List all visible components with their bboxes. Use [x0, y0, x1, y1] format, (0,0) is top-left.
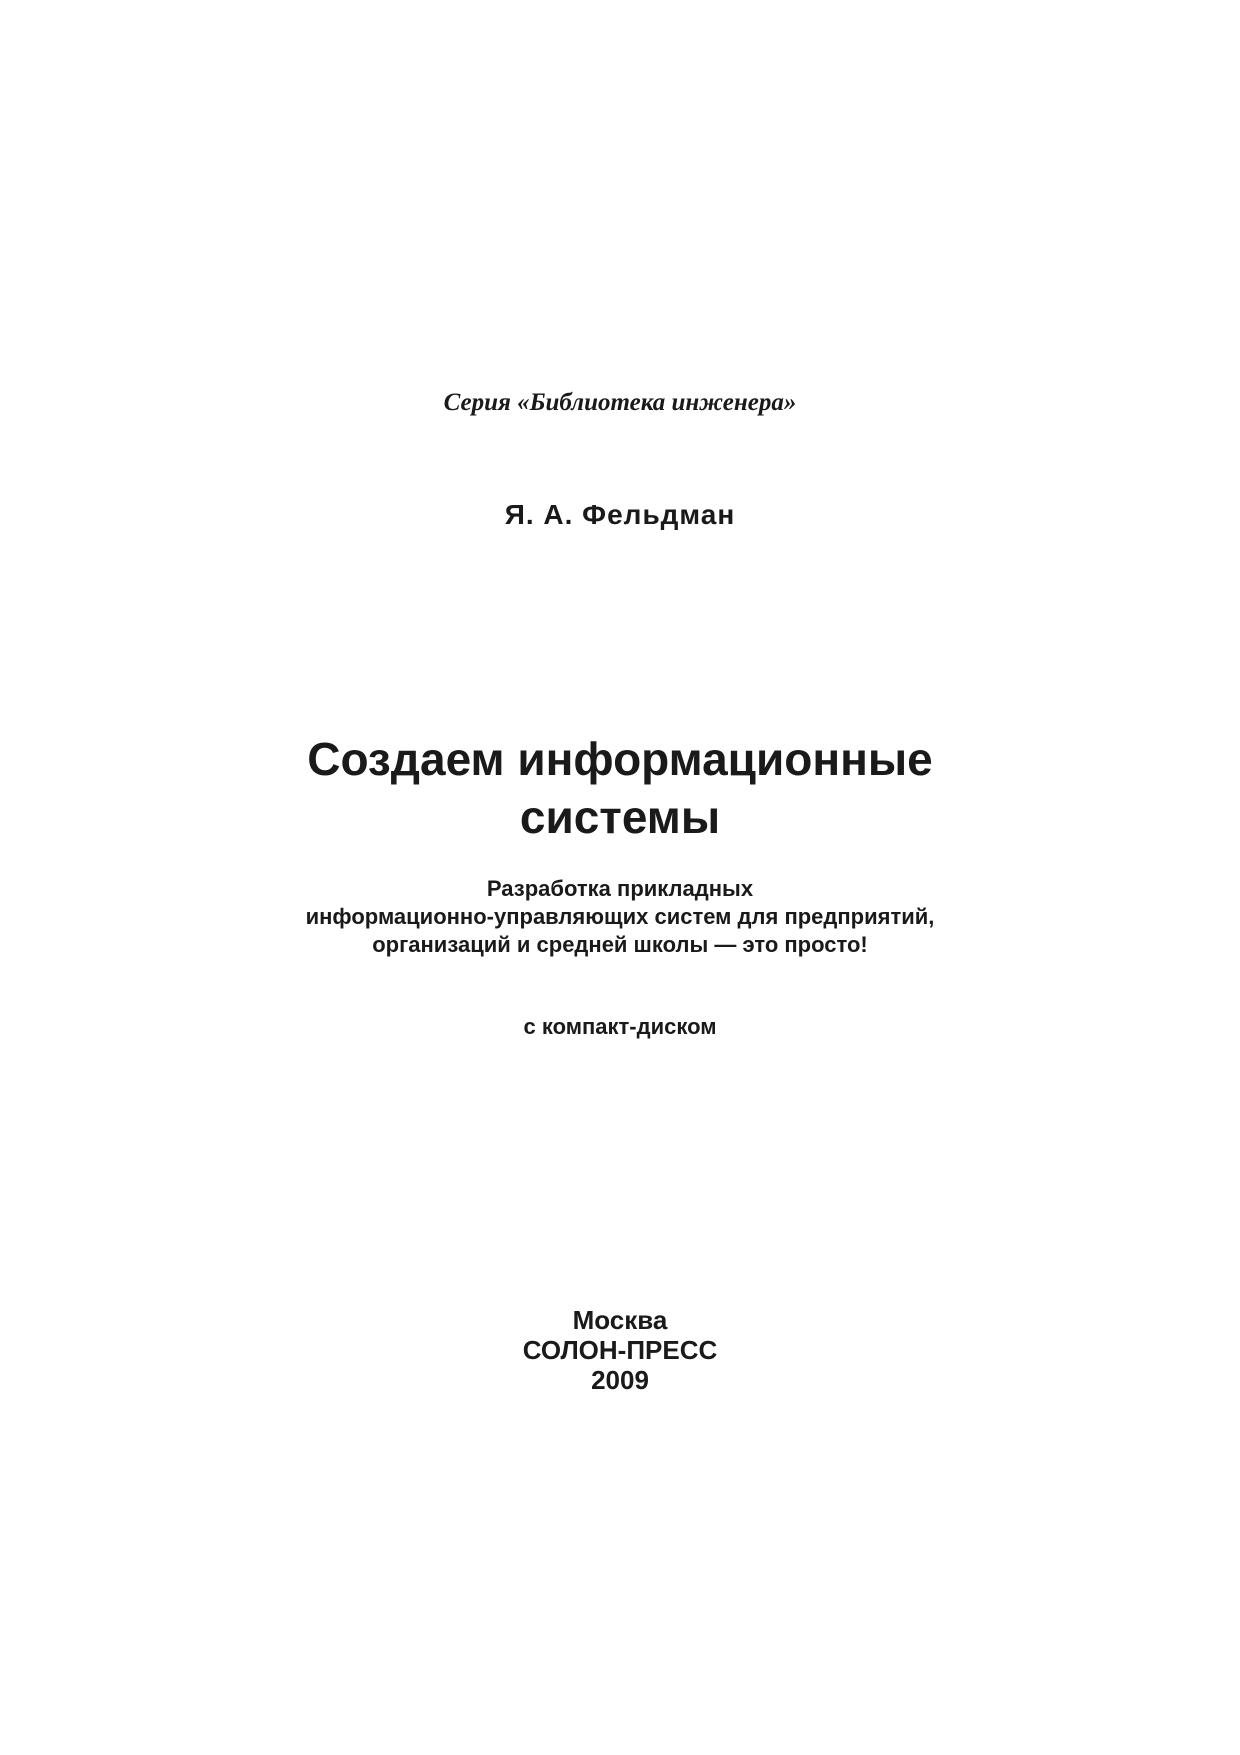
- imprint: [0, 1305, 1240, 1395]
- book-subtitle-line-3: организаций и средней школы — это просто!: [372, 932, 868, 957]
- series-title: Серия «Библиотека инженера»: [443, 389, 797, 416]
- book-subtitle-line-1: Разработка прикладных: [486, 876, 754, 901]
- imprint-city: Москва: [572, 1305, 668, 1335]
- author-name: Я. А. Фельдман: [504, 499, 736, 530]
- imprint-year: 2009: [591, 1365, 649, 1395]
- book-subtitle: [0, 875, 1240, 959]
- book-title-line-1: Создаем информационные: [307, 733, 933, 785]
- imprint-publisher: СОЛОН-ПРЕСС: [522, 1335, 718, 1365]
- book-title-line-2: системы: [519, 791, 721, 843]
- book-title: [0, 730, 1240, 846]
- cd-note: с компакт-диском: [523, 1014, 717, 1039]
- book-subtitle-line-2: информационно-управляющих систем для предприятий,: [305, 904, 935, 929]
